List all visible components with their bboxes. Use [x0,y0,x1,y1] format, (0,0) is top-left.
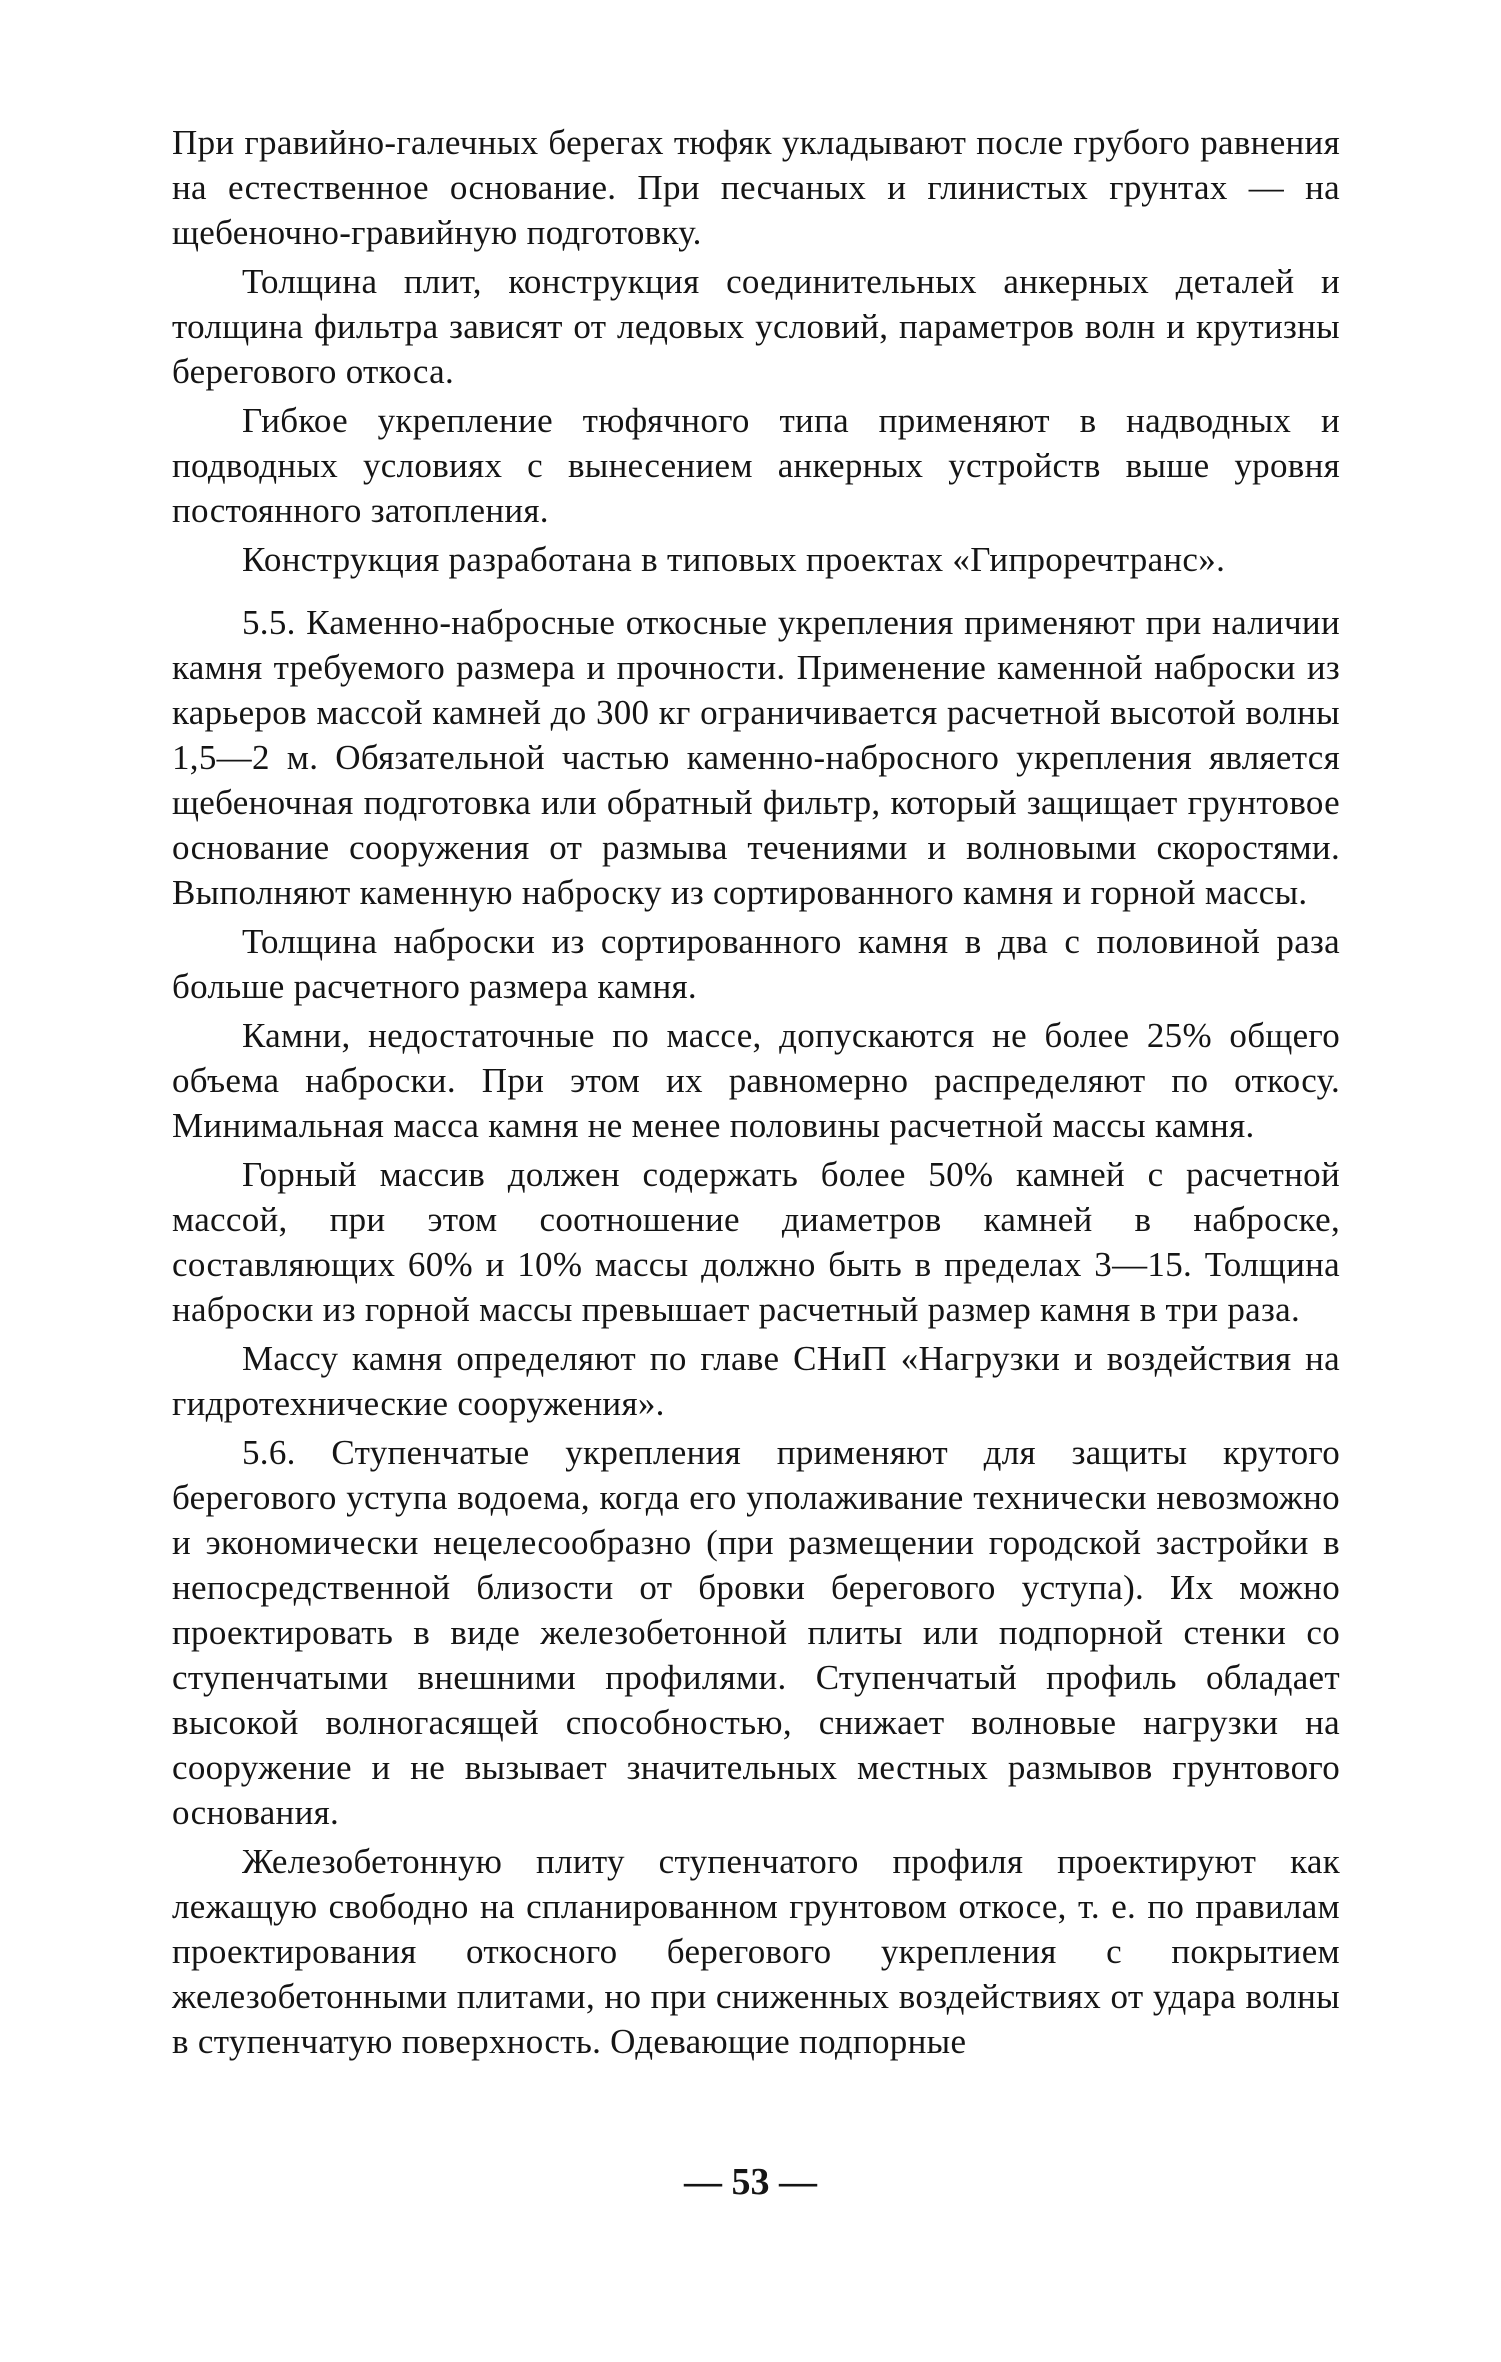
paragraph-sorted-stone-thickness: Толщина наброски из сортированного камня в два с половиной раза больше расчетного размера камня. [172,922,1340,1006]
paragraph-undersized-stones: Камни, недостаточные по массе, допускаются не более 25% общего объема наброски. При этом их равномерно распределяют по откосу. Минимальная масса камня не менее половины расчетной массы камня. [172,1016,1340,1145]
paragraph-section-5-6: 5.6. Ступенчатые укрепления применяют для защиты крутого берегового уступа водоема, когда его уполаживание технически невозможно и экономически нецелесообразно (при размещении городской застройки в непосредственной близости от бровки берегового уступа). Их можно проектировать в виде железобетонной плиты или подпорной стенки со ступенчатыми внешними профилями. Ступенчатый профиль обладает высокой волногасящей способностью, снижает волновые нагрузки на сооружение и не вызывает значительных местных размывов грунтового основания. [172,1433,1340,1832]
paragraph-stone-mass-snip: Массу камня определяют по главе СНиП «Нагрузки и воздействия на гидротехнические сооружения». [172,1339,1340,1423]
paragraph-stepped-plate: Железобетонную плиту ступенчатого профиля проектируют как лежащую свободно на спланированном грунтовом откосе, т. е. по правилам проектирования откосного берегового укрепления с покрытием железобетонными плитами, но при сниженных воздействиях от удара волны в ступенчатую поверхность. Одевающие подпорные [172,1842,1340,2061]
paragraph-design-reference: Конструкция разработана в типовых проектах «Гипроречтранс». [242,540,1226,579]
paragraph-rock-mass: Горный массив должен содержать более 50% камней с расчетной массой, при этом соотношение диаметров камней в наброске, составляющих 60% и 10% массы должно быть в пределах 3—15. Толщина наброски из горной массы превышает расчетный размер камня в три раза. [172,1155,1340,1329]
paragraph-plate-thickness: Толщина плит, конструкция соединительных анкерных деталей и толщина фильтра зависят от ледовых условий, параметров волн и крутизны берегового откоса. [172,262,1340,391]
paragraph-section-5-5: 5.5. Каменно-набросные откосные укрепления применяют при наличии камня требуемого размера и прочности. Применение каменной наброски из карьеров массой камней до 300 кг ограничивается расчетной высотой волны 1,5—2 м. Обязательной частью каменно-набросного укрепления является щебеночная подготовка или обратный фильтр, который защищает грунтовое основание сооружения от размыва течениями и волновыми скоростями. Выполняют каменную наброску из сортированного камня и горной массы. [172,603,1340,912]
paragraph-mattress-gravel: При гравийно-галечных берегах тюфяк укладывают после грубого равнения на естественное основание. При песчаных и глинистых грунтах — на щебеночно-гравийную подготовку. [172,123,1340,252]
paragraph-flexible-reinforcement: Гибкое укрепление тюфячного типа применяют в надводных и подводных условиях с вынесением анкерных устройств выше уровня постоянного затопления. [172,401,1340,530]
page-number: — 53 — [684,2161,817,2203]
page-body [172,120,1340,2068]
